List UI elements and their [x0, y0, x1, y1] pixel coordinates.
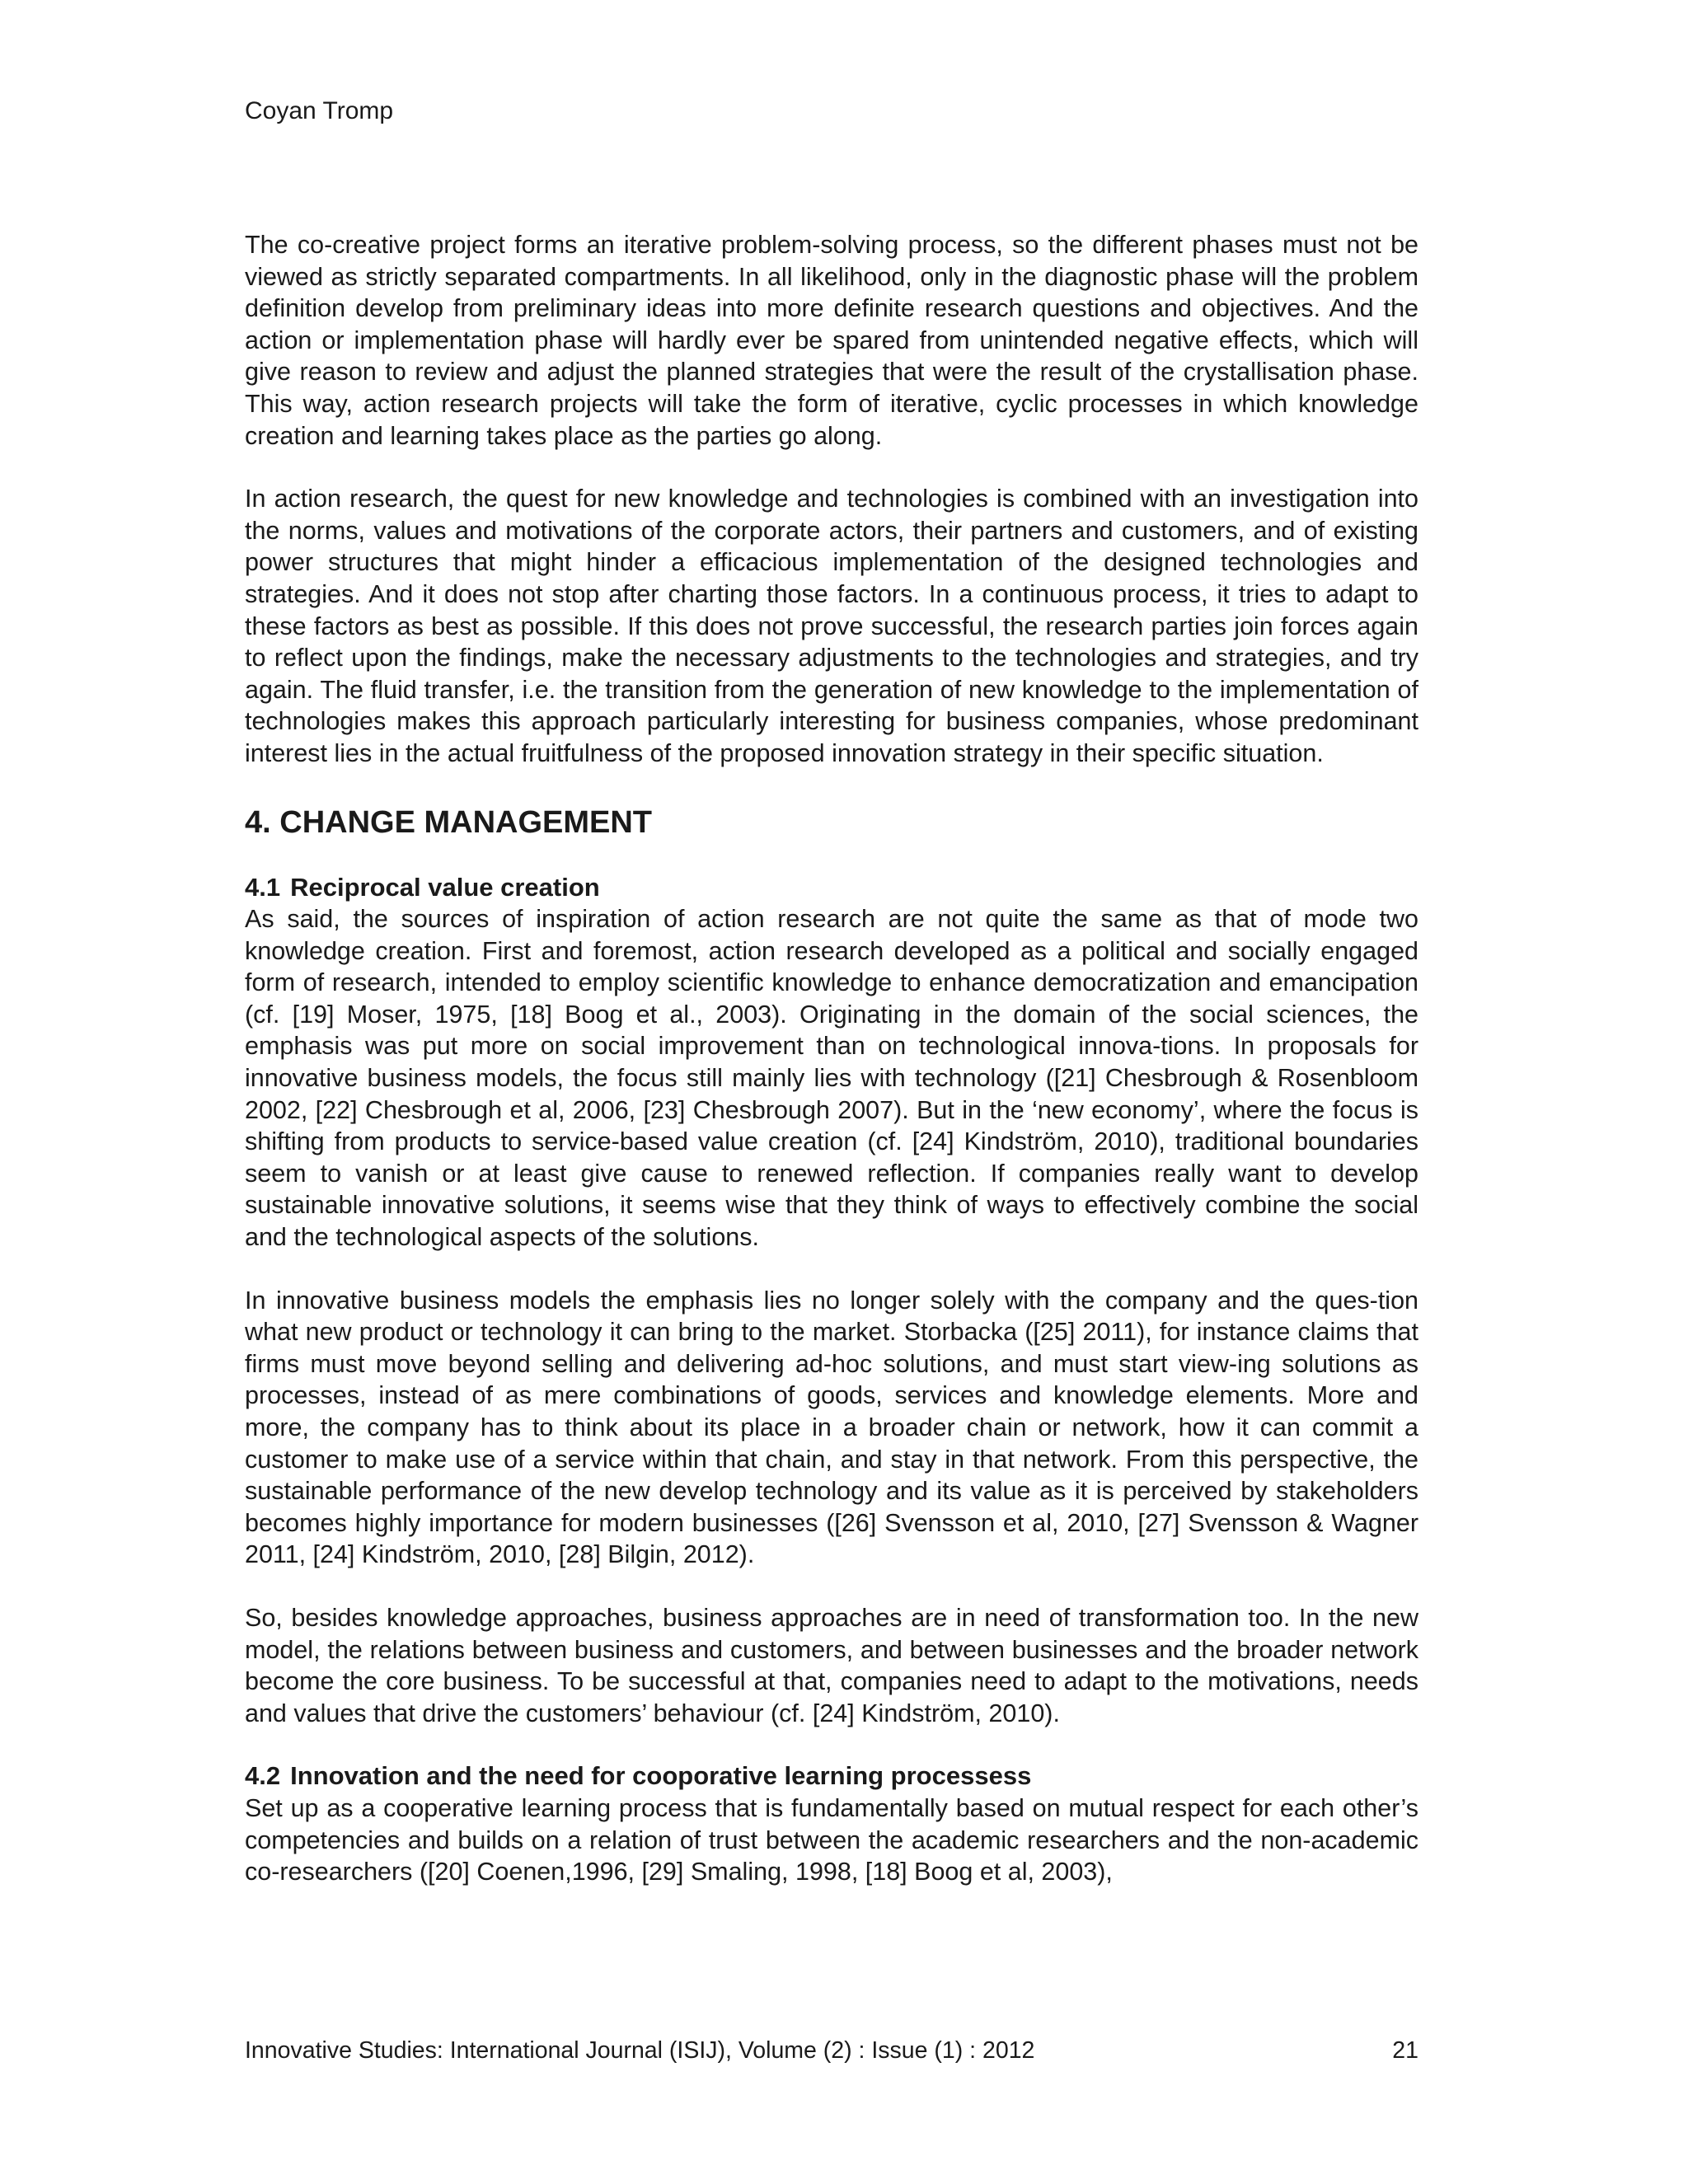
- page-number: 21: [1392, 2037, 1418, 2064]
- subsection-heading-reciprocal-value: [245, 872, 1418, 904]
- subsection-title: Innovation and the need for cooporative learning processess: [290, 1761, 1032, 1791]
- paragraph-iterative-process: The co-creative project forms an iterative problem-solving process, so the different phases must not be viewed as strictly separated compartments. In all likelihood, only in the diagnostic phase will the problem definition develop from preliminary ideas into more definite research questions and objectives. And the action or implementation phase will hardly ever be spared from unintended negative effects, which will give reason to review and adjust the planned strategies that were the result of the crystallisation phase. This way, action research projects will take the form of iterative, cyclic processes in which knowledge creation and learning takes place as the parties go along.: [245, 231, 1418, 450]
- subsection-number: 4.2: [245, 1761, 281, 1791]
- paragraph-cooperative-learning: Set up as a cooperative learning process that is fundamentally based on mutual respect for each other’s competencies and builds on a relation of trust between the academic researchers and the non-academic co-researchers ([20] Coenen,1996, [29] Smaling, 1998, [18] Boog et al, 2003),: [245, 1793, 1418, 1886]
- article-body: [245, 229, 1418, 1888]
- section-heading-change-management: 4. CHANGE MANAGEMENT: [245, 804, 653, 840]
- subsection-heading-cooperative-learning: [245, 1760, 1418, 1793]
- running-head-author: Coyan Tromp: [245, 97, 394, 124]
- page-footer: [245, 2036, 1418, 2065]
- paragraph-sources-of-inspiration: As said, the sources of inspiration of action research are not quite the same as that of mode two knowledge creation. First and foremost, action research developed as a political and socially engaged form of research, intended to employ scientific knowledge to enhance democratization and emancipation (cf. [19] Moser, 1975, [18] Boog et al., 2003). Originating in the domain of the social sciences, the emphasis was put more on social improvement than on technological innova-tions. In proposals for innovative business models, the focus still mainly lies with technology ([21] Chesbrough & Rosenbloom 2002, [22] Chesbrough et al, 2006, [23] Chesbrough 2007). But in the ‘new economy’, where the focus is shifting from products to service-based value creation (cf. [24] Kindström, 2010), traditional boundaries seem to vanish or at least give cause to renewed reflection. If companies really want to develop sustainable innovative solutions, it seems wise that they think of ways to effectively combine the social and the technological aspects of the solutions.: [245, 905, 1418, 1252]
- footer-journal-citation: Innovative Studies: International Journal (ISIJ), Volume (2) : Issue (1) : 2012: [245, 2037, 1035, 2064]
- subsection-title: Reciprocal value creation: [290, 872, 600, 902]
- subsection-number: 4.1: [245, 872, 281, 902]
- paragraph-business-transformation: So, besides knowledge approaches, business approaches are in need of transformation too. In the new model, the relations between business and customers, and between businesses and the broader network become the core business. To be successful at that, companies need to adapt to the motivations, needs and values that drive the customers’ behaviour (cf. [24] Kindström, 2010).: [245, 1603, 1418, 1727]
- paragraph-action-research: In action research, the quest for new knowledge and technologies is combined with an investigation into the norms, values and motivations of the corporate actors, their partners and customers, and of existing power structures that might hinder a efficacious implementation of the designed technologies and strategies. And it does not stop after charting those factors. In a continuous process, it tries to adapt to these factors as best as possible. If this does not prove successful, the research parties join forces again to reflect upon the findings, make the necessary adjustments to the technologies and strategies, and try again. The fluid transfer, i.e. the transition from the generation of new knowledge to the implementation of technologies makes this approach particularly interesting for business companies, whose predominant interest lies in the actual fruitfulness of the proposed innovation strategy in their specific situation.: [245, 485, 1418, 767]
- paragraph-innovative-business-models: In innovative business models the emphasis lies no longer solely with the company and the ques-tion what new product or technology it can bring to the market. Storbacka ([25] 2011), for instance claims that firms must move beyond selling and delivering ad-hoc solutions, and must start view-ing solutions as processes, instead of as mere combinations of goods, services and knowledge elements. More and more, the company has to think about its place in a broader chain or network, how it can commit a customer to make use of a service within that chain, and stay in that network. From this perspective, the sustainable performance of the new develop technology and its value as it is perceived by stakeholders becomes highly importance for modern businesses ([26] Svensson et al, 2010, [27] Svensson & Wagner 2011, [24] Kindström, 2010, [28] Bilgin, 2012).: [245, 1286, 1418, 1569]
